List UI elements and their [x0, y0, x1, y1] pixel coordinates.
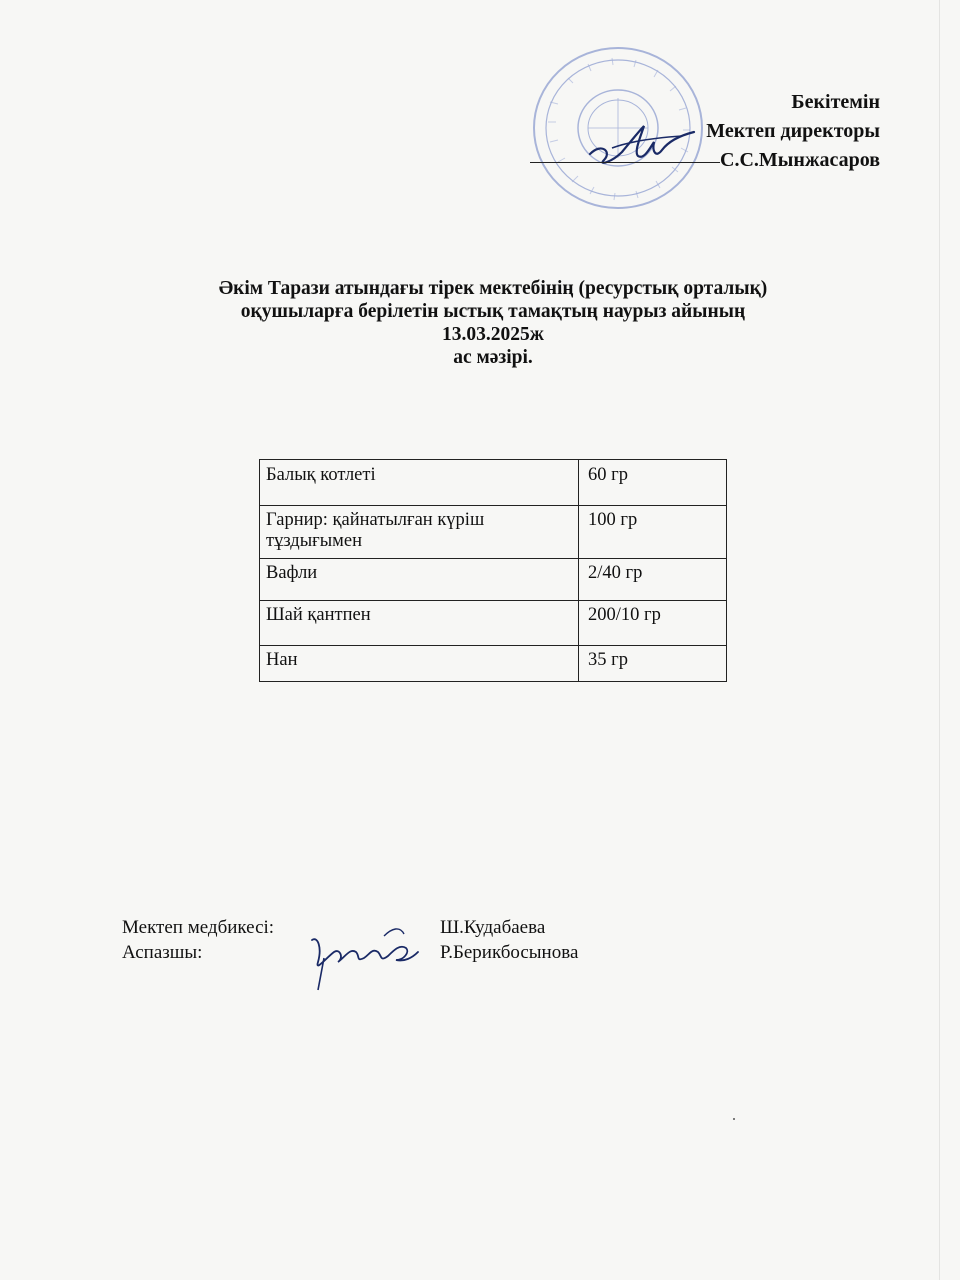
menu-item-name: Гарнир: қайнатылған күріш тұздығымен [260, 506, 579, 559]
table-row [260, 646, 727, 682]
menu-item-qty: 2/40 гр [579, 559, 727, 601]
cook-signature [300, 918, 430, 993]
nurse-role: Мектеп медбикесі: [122, 917, 275, 938]
menu-table [259, 459, 727, 682]
signature-line [530, 162, 720, 163]
menu-item-name: Балық котлеті [260, 460, 579, 506]
title-line-2: оқушыларға берілетін ыстық тамақтың наурыз айының [240, 301, 746, 322]
cook-role: Аспазшы: [122, 942, 203, 963]
scan-speck [733, 1118, 735, 1120]
menu-item-name: Нан [260, 646, 579, 682]
table-row [260, 460, 727, 506]
menu-item-name: Вафли [260, 559, 579, 601]
menu-item-qty: 60 гр [579, 460, 727, 506]
table-row [260, 601, 727, 646]
title-line-1: Әкім Тарази атындағы тірек мектебінің (ресурстық орталық) [218, 278, 768, 299]
director-name: С.С.Мынжасаров [720, 149, 880, 171]
menu-item-name: Шай қантпен [260, 601, 579, 646]
table-row [260, 506, 727, 559]
menu-item-qty: 35 гр [579, 646, 727, 682]
document-title [120, 277, 866, 369]
menu-item-qty: 200/10 гр [579, 601, 727, 646]
menu-item-qty: 100 гр [579, 506, 727, 559]
director-position: Мектеп директоры [706, 120, 880, 142]
nurse-name: Ш.Кудабаева [440, 917, 546, 938]
approval-label: Бекітемін [791, 91, 880, 113]
title-line-4: ас мәзірі. [453, 347, 533, 368]
cook-name: Р.Берикбосынова [440, 942, 579, 963]
table-row [260, 559, 727, 601]
approval-block [520, 88, 880, 175]
title-date: 13.03.2025ж [442, 324, 544, 345]
page-edge [939, 0, 940, 1280]
